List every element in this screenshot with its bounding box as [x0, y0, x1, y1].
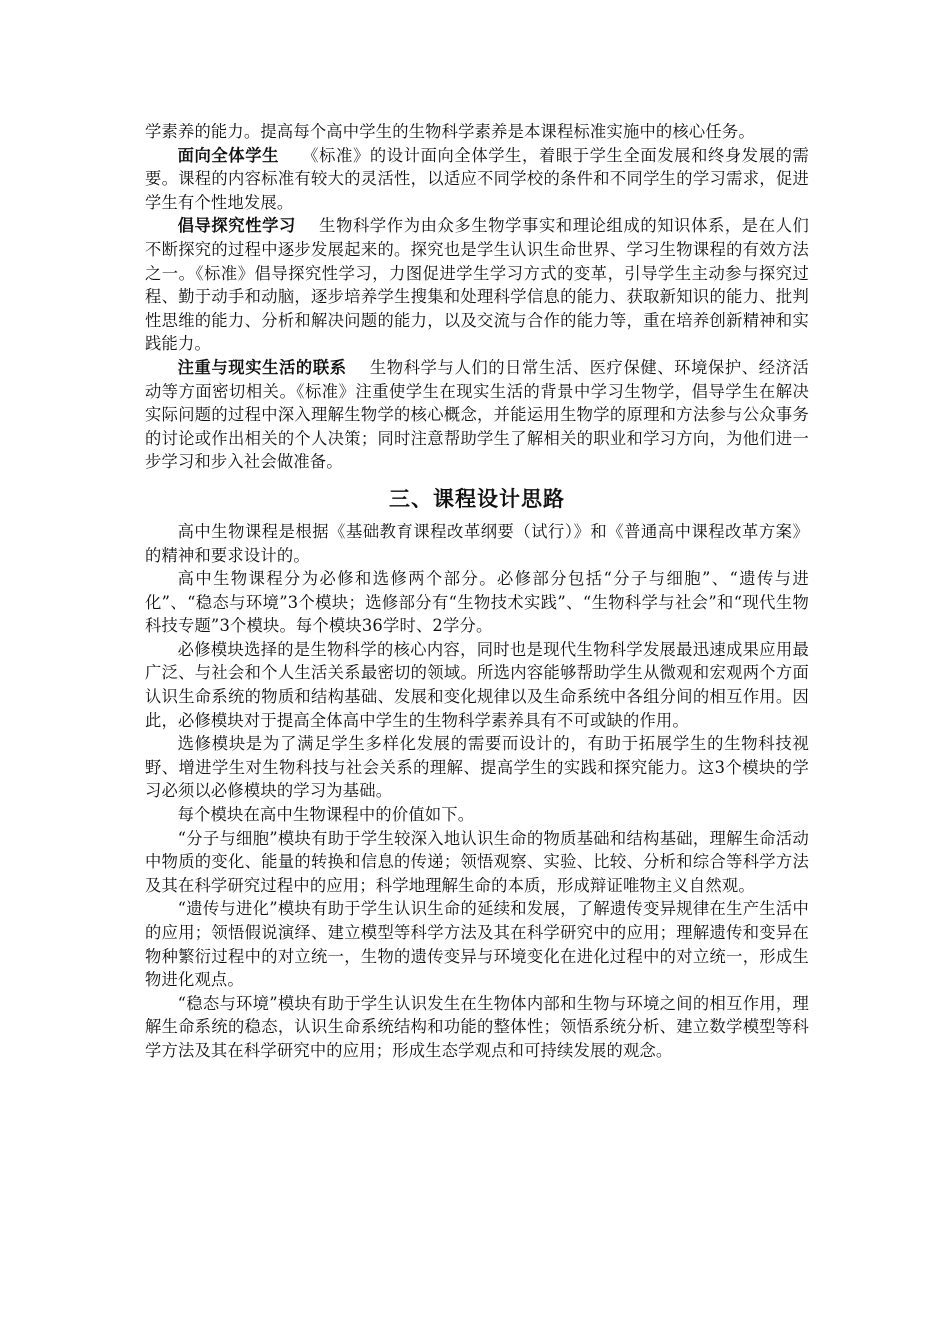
principle-title: 倡导探究性学习 [177, 216, 296, 236]
body-paragraph: 选修模块是为了满足学生多样化发展的需要而设计的，有助于拓展学生的生物科技视野、增进学生对生物科技与社会关系的理解、提高学生的实践和探究能力。这3个模块的学习必须以必修模块的学习为基础。 [145, 734, 809, 801]
body-paragraph: 每个模块在高中生物课程中的价值如下。 [177, 805, 475, 825]
principle-paragraph [145, 214, 809, 356]
principle-paragraph [145, 144, 809, 215]
document-page [145, 120, 809, 1063]
body-paragraph: 高中生物课程分为必修和选修两个部分。必修部分包括“分子与细胞”、“遗传与进化”、“稳态与环境”3个模块；选修部分有“生物技术实践”、“生物科学与社会”和“现代生物科技专题”3个模块。每个模块36学时、2学分。 [145, 569, 809, 636]
principle-title: 注重与现实生活的联系 [177, 357, 347, 377]
body-paragraph: “分子与细胞”模块有助于学生较深入地认识生命的物质基础和结构基础，理解生命活动中物质的变化、能量的转换和信息的传递；领悟观察、实验、比较、分析和综合等科学方法及其在科学研究过程中的应用；科学地理解生命的本质，形成辩证唯物主义自然观。 [145, 828, 809, 895]
principle-paragraph [145, 356, 809, 474]
continuation-paragraph: 学素养的能力。提高每个高中学生的生物科学素养是本课程标准实施中的核心任务。 [145, 122, 755, 141]
principle-body: 生物科学作为由众多生物学事实和理论组成的知识体系，是在人们不断探究的过程中逐步发展起来的。探究也是学生认识生命世界、学习生物课程的有效方法之一。《标准》倡导探究性学习，力图促进学生学习方式的变革，引导学生主动参与探究过程、勤于动手和动脑，逐步培养学生搜集和处理科学信息的能力、获取新知识的能力、批判性思维的能力、分析和解决问题的能力，以及交流与合作的能力等，重在培养创新精神和实践能力。 [145, 216, 809, 354]
body-paragraph: “稳态与环境”模块有助于学生认识发生在生物体内部和生物与环境之间的相互作用，理解生命系统的稳态，认识生命系统结构和功能的整体性；领悟系统分析、建立数学模型等科学方法及其在科学研究中的应用；形成生态学观点和可持续发展的观念。 [145, 993, 809, 1060]
principle-body: 生物科学与人们的日常生活、医疗保健、环境保护、经济活动等方面密切相关。《标准》注重使学生在现实生活的背景中学习生物学，倡导学生在解决实际问题的过程中深入理解生物学的核心概念，并能运用生物学的原理和方法参与公众事务的讨论或作出相关的个人决策；同时注意帮助学生了解相关的职业和学习方向，为他们进一步学习和步入社会做准备。 [145, 357, 809, 472]
section-heading: 三、课程设计思路 [389, 486, 565, 511]
principle-body: 《标准》的设计面向全体学生，着眼于学生全面发展和终身发展的需要。课程的内容标准有较大的灵活性，以适应不同学校的条件和不同学生的学习需求，促进学生有个性地发展。 [145, 145, 809, 212]
body-paragraph: “遗传与进化”模块有助于学生认识生命的延续和发展，了解遗传变异规律在生产生活中的应用；领悟假说演绎、建立模型等科学方法及其在科学研究中的应用；理解遗传和变异在物种繁衍过程中的对立统一，生物的遗传变异与环境变化在进化过程中的对立统一，形成生物进化观点。 [145, 899, 809, 990]
body-paragraph: 必修模块选择的是生物科学的核心内容，同时也是现代生物科学发展最迅速成果应用最广泛、与社会和个人生活关系最密切的领域。所选内容能够帮助学生从微观和宏观两个方面认识生命系统的物质和结构基础、发展和变化规律以及生命系统中各组分间的相互作用。因此，必修模块对于提高全体高中学生的生物科学素养具有不可或缺的作用。 [145, 639, 809, 730]
body-paragraph: 高中生物课程是根据《基础教育课程改革纲要（试行）》和《普通高中课程改革方案》的精神和要求设计的。 [145, 521, 809, 565]
principle-title: 面向全体学生 [177, 145, 280, 165]
